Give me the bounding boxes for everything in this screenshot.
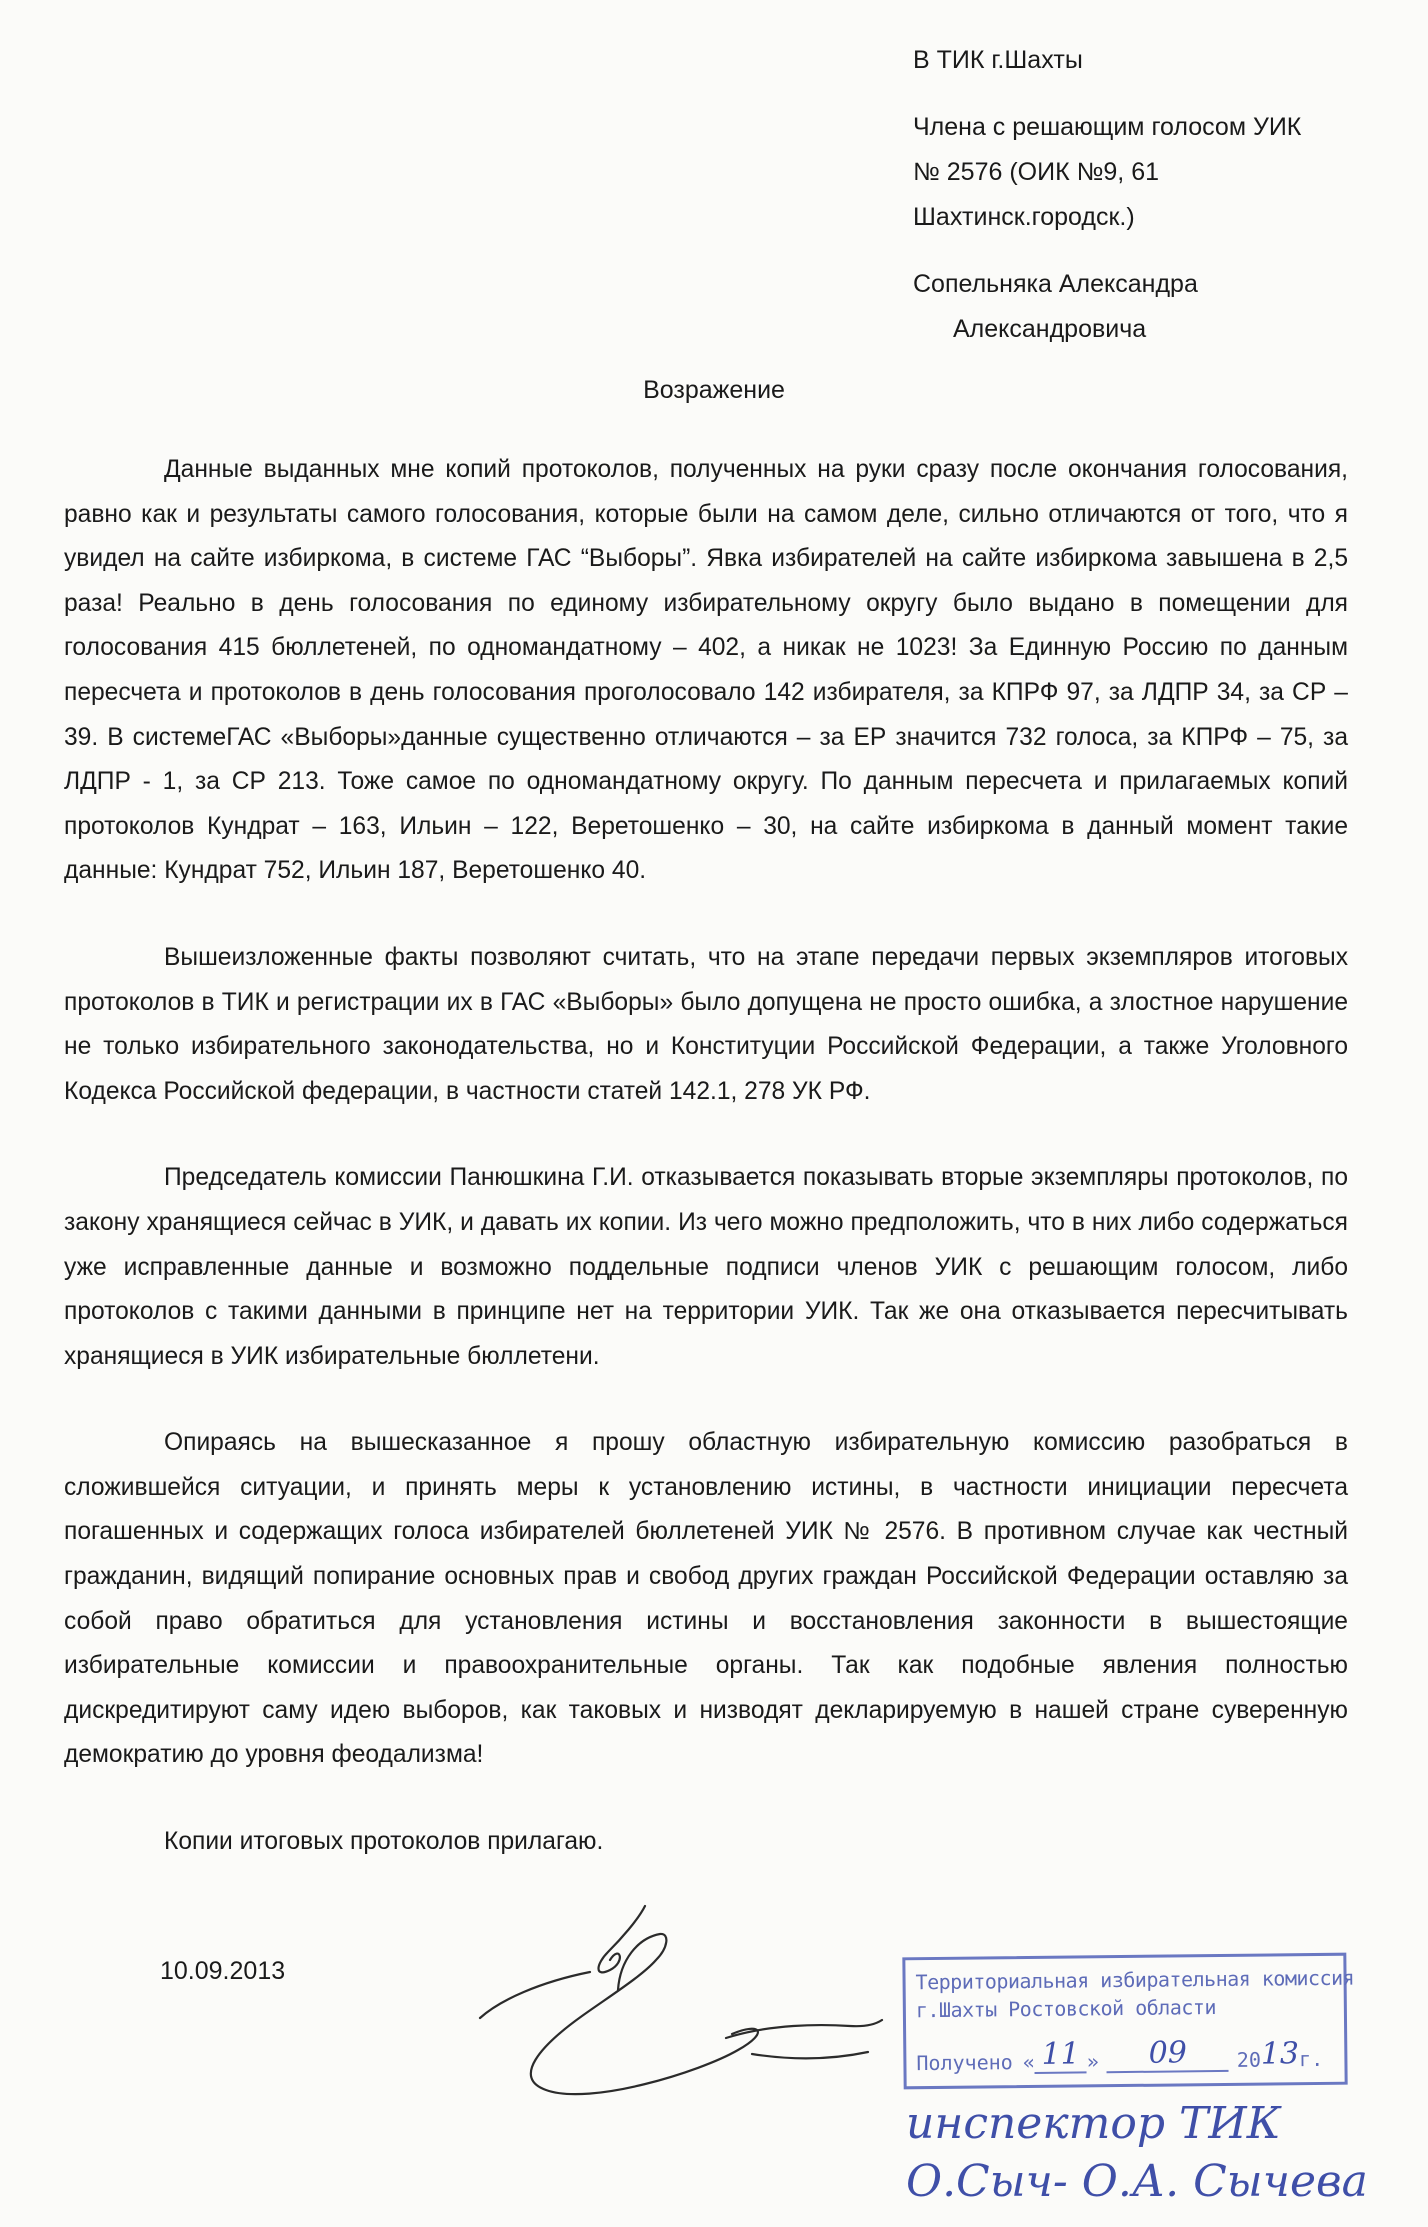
stamp-open-quote: « [1022, 2049, 1035, 2075]
paragraph-4: Опираясь на вышесказанное я прошу областную избирательную комиссию разобраться в сложившейся ситуации, и принять меры к установлению истины, в частности инициации пересчета погашенных и содержащих голоса избирателей бюллетеней УИК № 2576. В противном случае как честный гражданин, видящий попирание основных прав и свобод других граждан Российской Федерации оставляю за собой право обратиться для установления истины и восстановления законности в вышестоящие избирательные комиссии и правоохранительные органы. Так как подобные явления полностью дискредитируют саму идею выборов, как таковых и низводят декларируемую в нашей стране суверенную демократию до уровня феодализма! [64, 1429, 1348, 1769]
stamp-day-value: 11 [1041, 2036, 1080, 2072]
document-title: Возражение [643, 376, 785, 404]
signature [470, 1900, 890, 2130]
sender-name [913, 262, 1383, 352]
document-body [64, 448, 1348, 1907]
paragraph-2: Вышеизложенные факты позволяют считать, что на этапе передачи первых экземпляров итоговых протоколов в ТИК и регистрации их в ГАС «Выборы» было допущена не просто ошибка, а злостное нарушение не только избирательного законодательства, но и Конституции Российской Федерации, а также Уголовного Кодекса Российской федерации, в частности статей 142.1, 278 УК РФ. [64, 943, 1348, 1105]
document-date: 10.09.2013 [160, 1957, 286, 1985]
stamp-received-label: Получено [916, 2050, 1013, 2076]
stamp-month [1107, 2035, 1229, 2073]
sender-line-1: Члена с решающим голосом УИК [913, 113, 1302, 141]
stamp-year-end: г. [1298, 2046, 1324, 2072]
handwritten-note-line-1: инспектор ТИК [906, 2098, 1281, 2149]
stamp-line-2: г.Шахты Ростовской области [915, 1995, 1217, 2023]
sender-position [913, 105, 1383, 240]
handwritten-note [906, 2095, 1368, 2211]
stamp-year-suffix: 13 [1260, 2036, 1300, 2072]
stamp-close-quote: » [1086, 2049, 1099, 2074]
paragraph-3: Председатель комиссии Панюшкина Г.И. отказывается показывать вторые экземпляры протоколов, по закону хранящиеся сейчас в УИК, и давать их копии. Из чего можно предположить, что в них либо содержаться уже исправленные данные и возможно поддельные подписи членов УИК с решающим голосом, либо протоколов с такими данными в принципе нет на территории УИК. Так же она отказывается пересчитывать хранящиеся в УИК избирательные бюллетени. [64, 1164, 1348, 1370]
sender-line-3: Шахтинск.городск.) [913, 203, 1135, 231]
paragraph-1: Данные выданных мне копий протоколов, полученных на руки сразу после окончания голосования, равно как и результаты самого голосования, которые были на самом деле, сильно отличаются от того, что я увидел на сайте избиркома, в системе ГАС “Выборы”. Явка избирателей на сайте избиркома завышена в 2,5 раза! Реально в день голосования по единому избирательному округу было выдано в помещении для голосования 415 бюллетеней, по одномандатному – 402, а никак не 1023! За Единную Россию по данным пересчета и протоколов в день голосования проголосовало 142 избирателя, за КПРФ 97, за ЛДПР 34, за СР – 39. В системеГАС «Выборы»данные существенно отличаются – за ЕР значится 732 голоса, за КПРФ – 75, за ЛДПР - 1, за СР 213. Тоже самое по одномандатному округу. По данным пересчета и прилагаемых копий протоколов Кундрат – 163, Ильин – 122, Веретошенко – 30, на сайте избиркома в данный момент такие данные: Кундрат 752, Ильин 187, Веретошенко 40. [64, 456, 1348, 885]
sender-line-2: № 2576 (ОИК №9, 61 [913, 158, 1159, 186]
sender-name-line-1: Сопельняка Александра [913, 270, 1198, 298]
stamp-month-value: 09 [1148, 2035, 1188, 2071]
sender-name-line-2: Александровича [953, 315, 1147, 343]
received-stamp [902, 1953, 1355, 2090]
stamp-year-prefix: 20 [1236, 2047, 1262, 2072]
paragraph-5: Копии итоговых протоколов прилагаю. [164, 1828, 604, 1856]
recipient: В ТИК г.Шахты [913, 46, 1083, 74]
addressee-block [913, 38, 1383, 374]
stamp-line-1: Территориальная избирательная комиссия [915, 1965, 1355, 1995]
handwritten-note-line-2: О.Сыч- О.А. Сычева [906, 2156, 1368, 2207]
stamp-received-row [916, 2034, 1334, 2075]
stamp-day [1035, 2036, 1087, 2074]
